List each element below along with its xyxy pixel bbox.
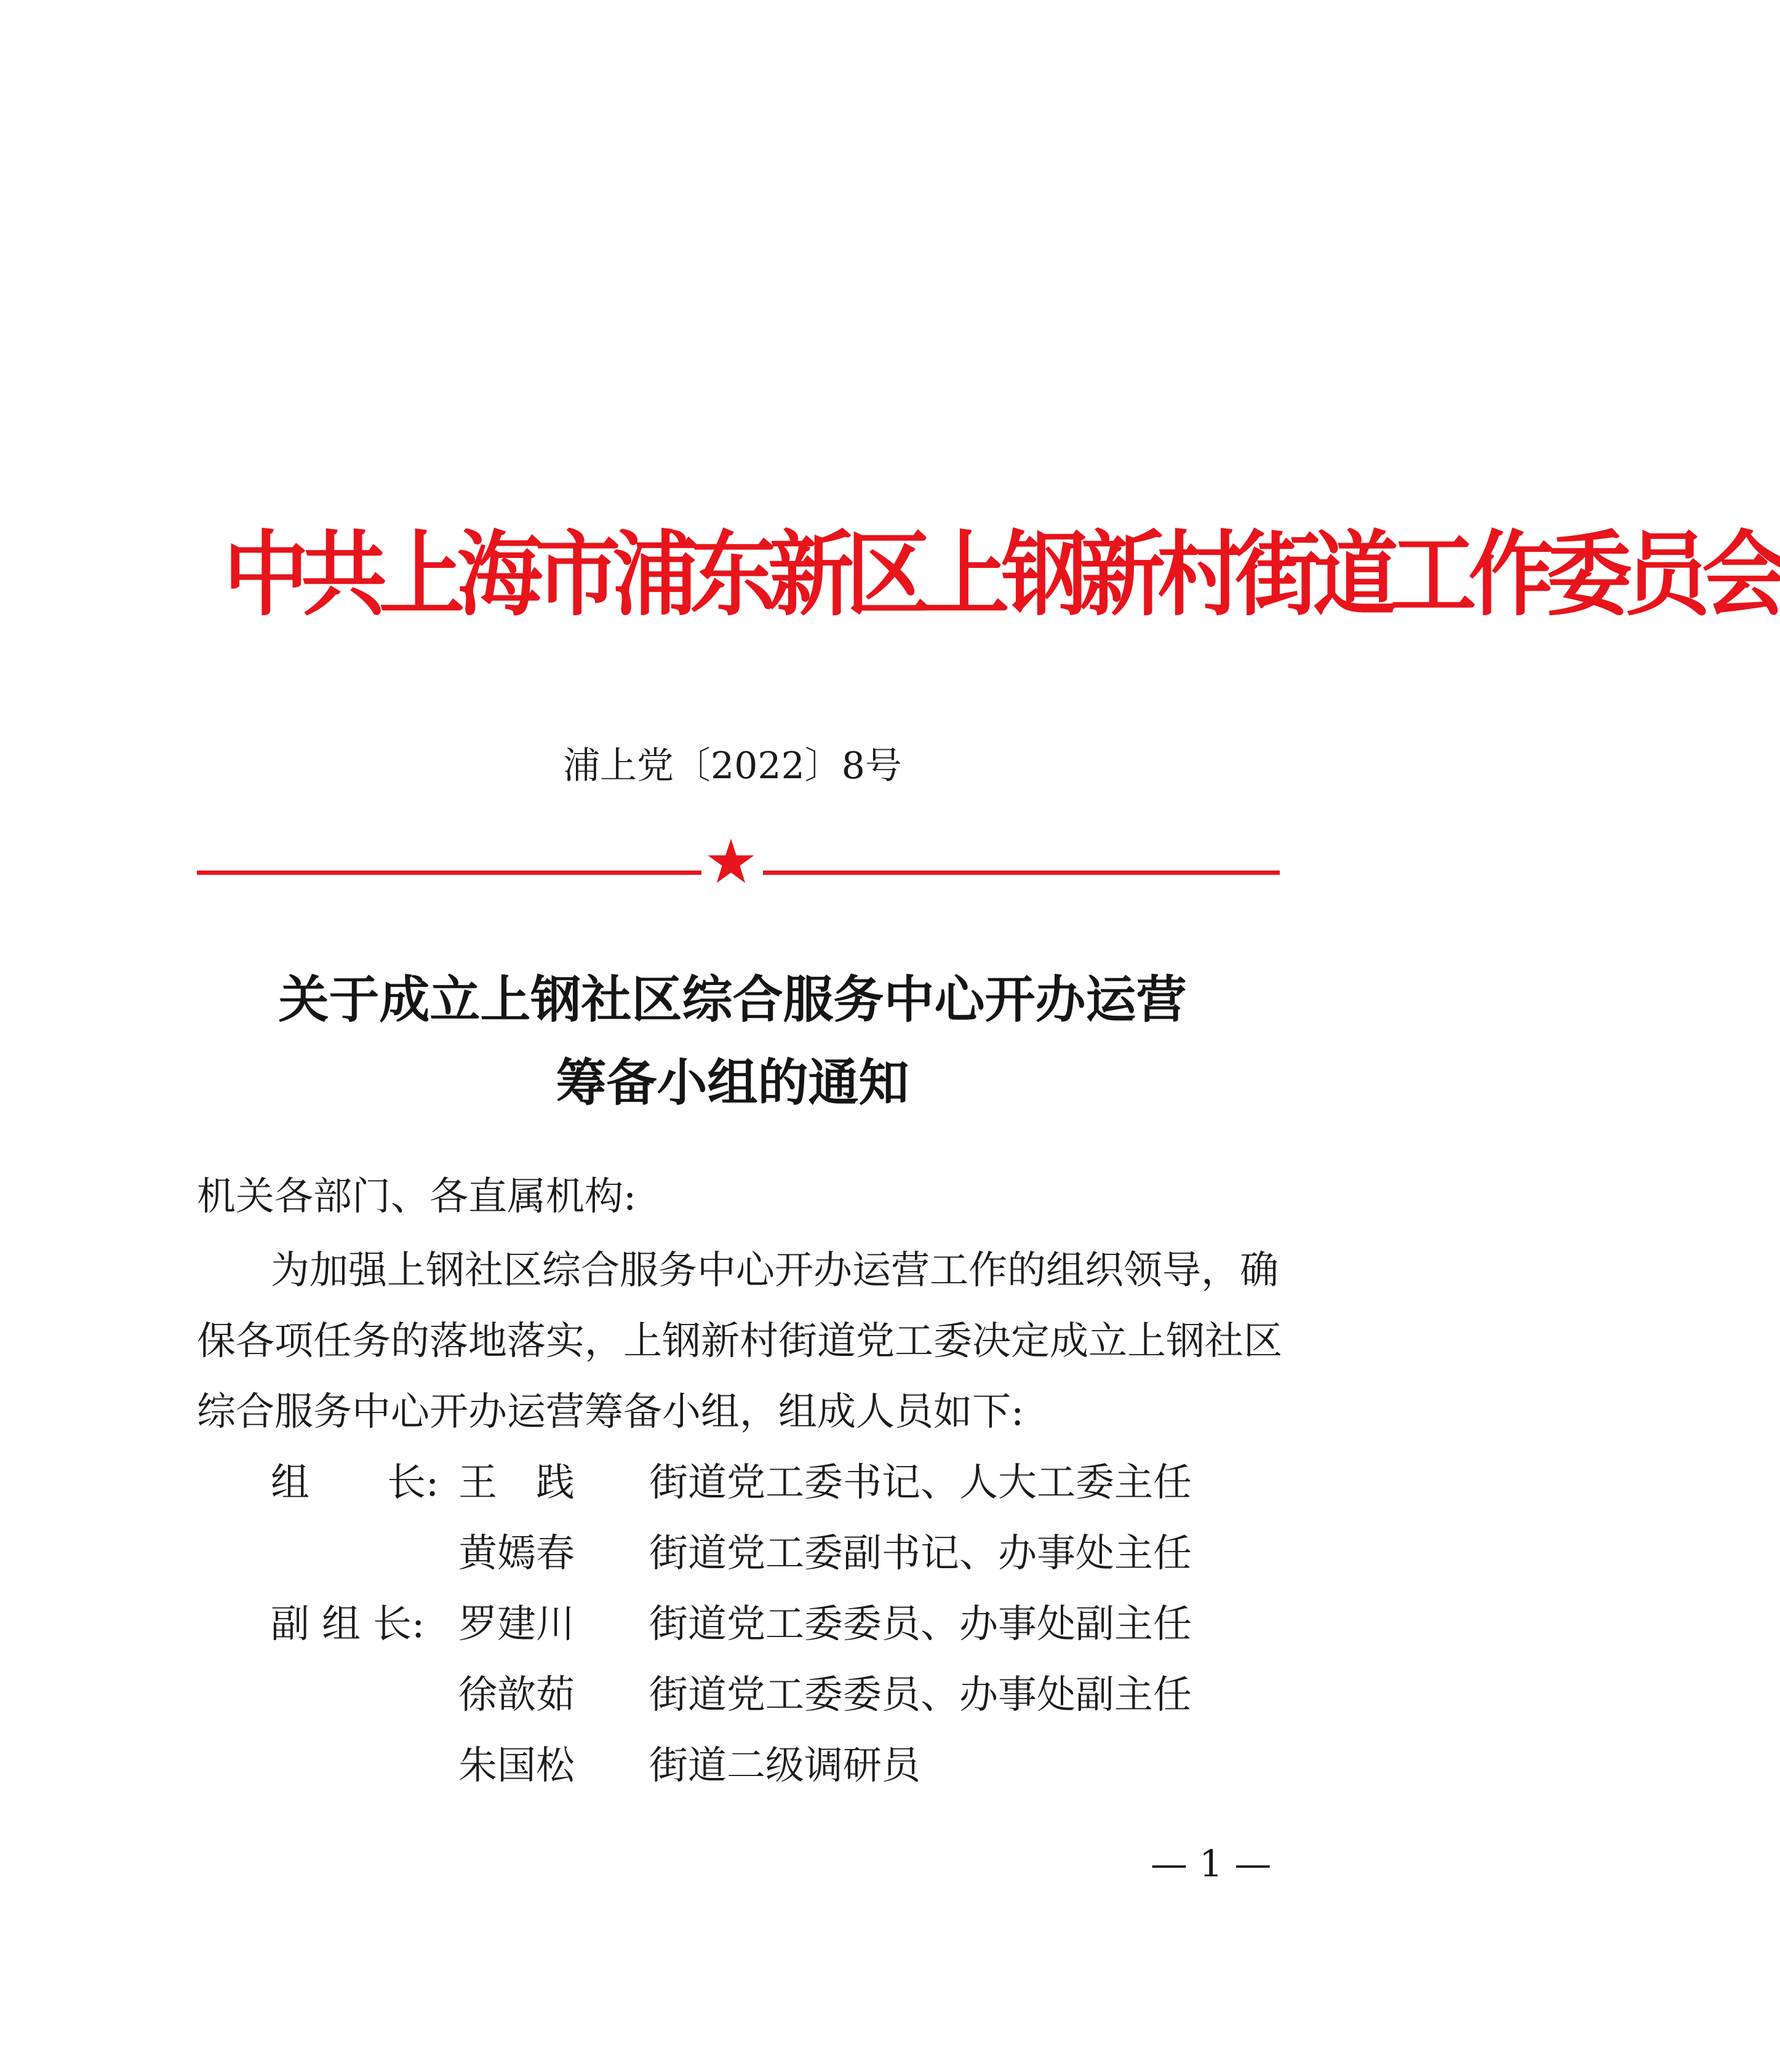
member-name: 王 践 — [458, 1460, 575, 1505]
member-name: 朱国松 — [458, 1743, 575, 1788]
member-role: 组 长: — [271, 1460, 439, 1505]
paragraph-line-3: 综合服务中心开办运营筹备小组，组成人员如下: — [197, 1389, 1024, 1434]
member-position: 街道二级调研员 — [649, 1743, 920, 1788]
member-position: 街道党工委委员、办事处副主任 — [649, 1601, 1192, 1646]
page-number: — 1 — — [1151, 1843, 1272, 1886]
salutation: 机关各部门、各直属机构: — [197, 1174, 637, 1219]
star-icon — [706, 837, 756, 886]
member-name: 罗建川 — [458, 1601, 575, 1646]
paragraph-line-1: 为加强上钢社区综合服务中心开办运营工作的组织领导，确 — [271, 1248, 1279, 1293]
document-number: 浦上党〔2022〕8号 — [563, 744, 902, 787]
title-line-1: 关于成立上钢社区综合服务中心开办运营 — [278, 970, 1187, 1029]
member-role: 副 组 长: — [271, 1601, 425, 1646]
red-divider-left — [197, 871, 701, 875]
member-name: 黄嫣春 — [458, 1531, 575, 1576]
member-position: 街道党工委书记、人大工委主任 — [649, 1460, 1192, 1505]
title-line-2: 筹备小组的通知 — [556, 1053, 909, 1112]
member-position: 街道党工委委员、办事处副主任 — [649, 1672, 1192, 1717]
member-position: 街道党工委副书记、办事处主任 — [649, 1531, 1192, 1576]
masthead: 中共上海市浦东新区上钢新村街道工作委员会 — [223, 522, 1780, 629]
red-divider-right — [763, 871, 1280, 875]
paragraph-line-2: 保各项任务的落地落实，上钢新村街道党工委决定成立上钢社区 — [197, 1318, 1282, 1363]
member-name: 徐歆茹 — [458, 1672, 575, 1717]
